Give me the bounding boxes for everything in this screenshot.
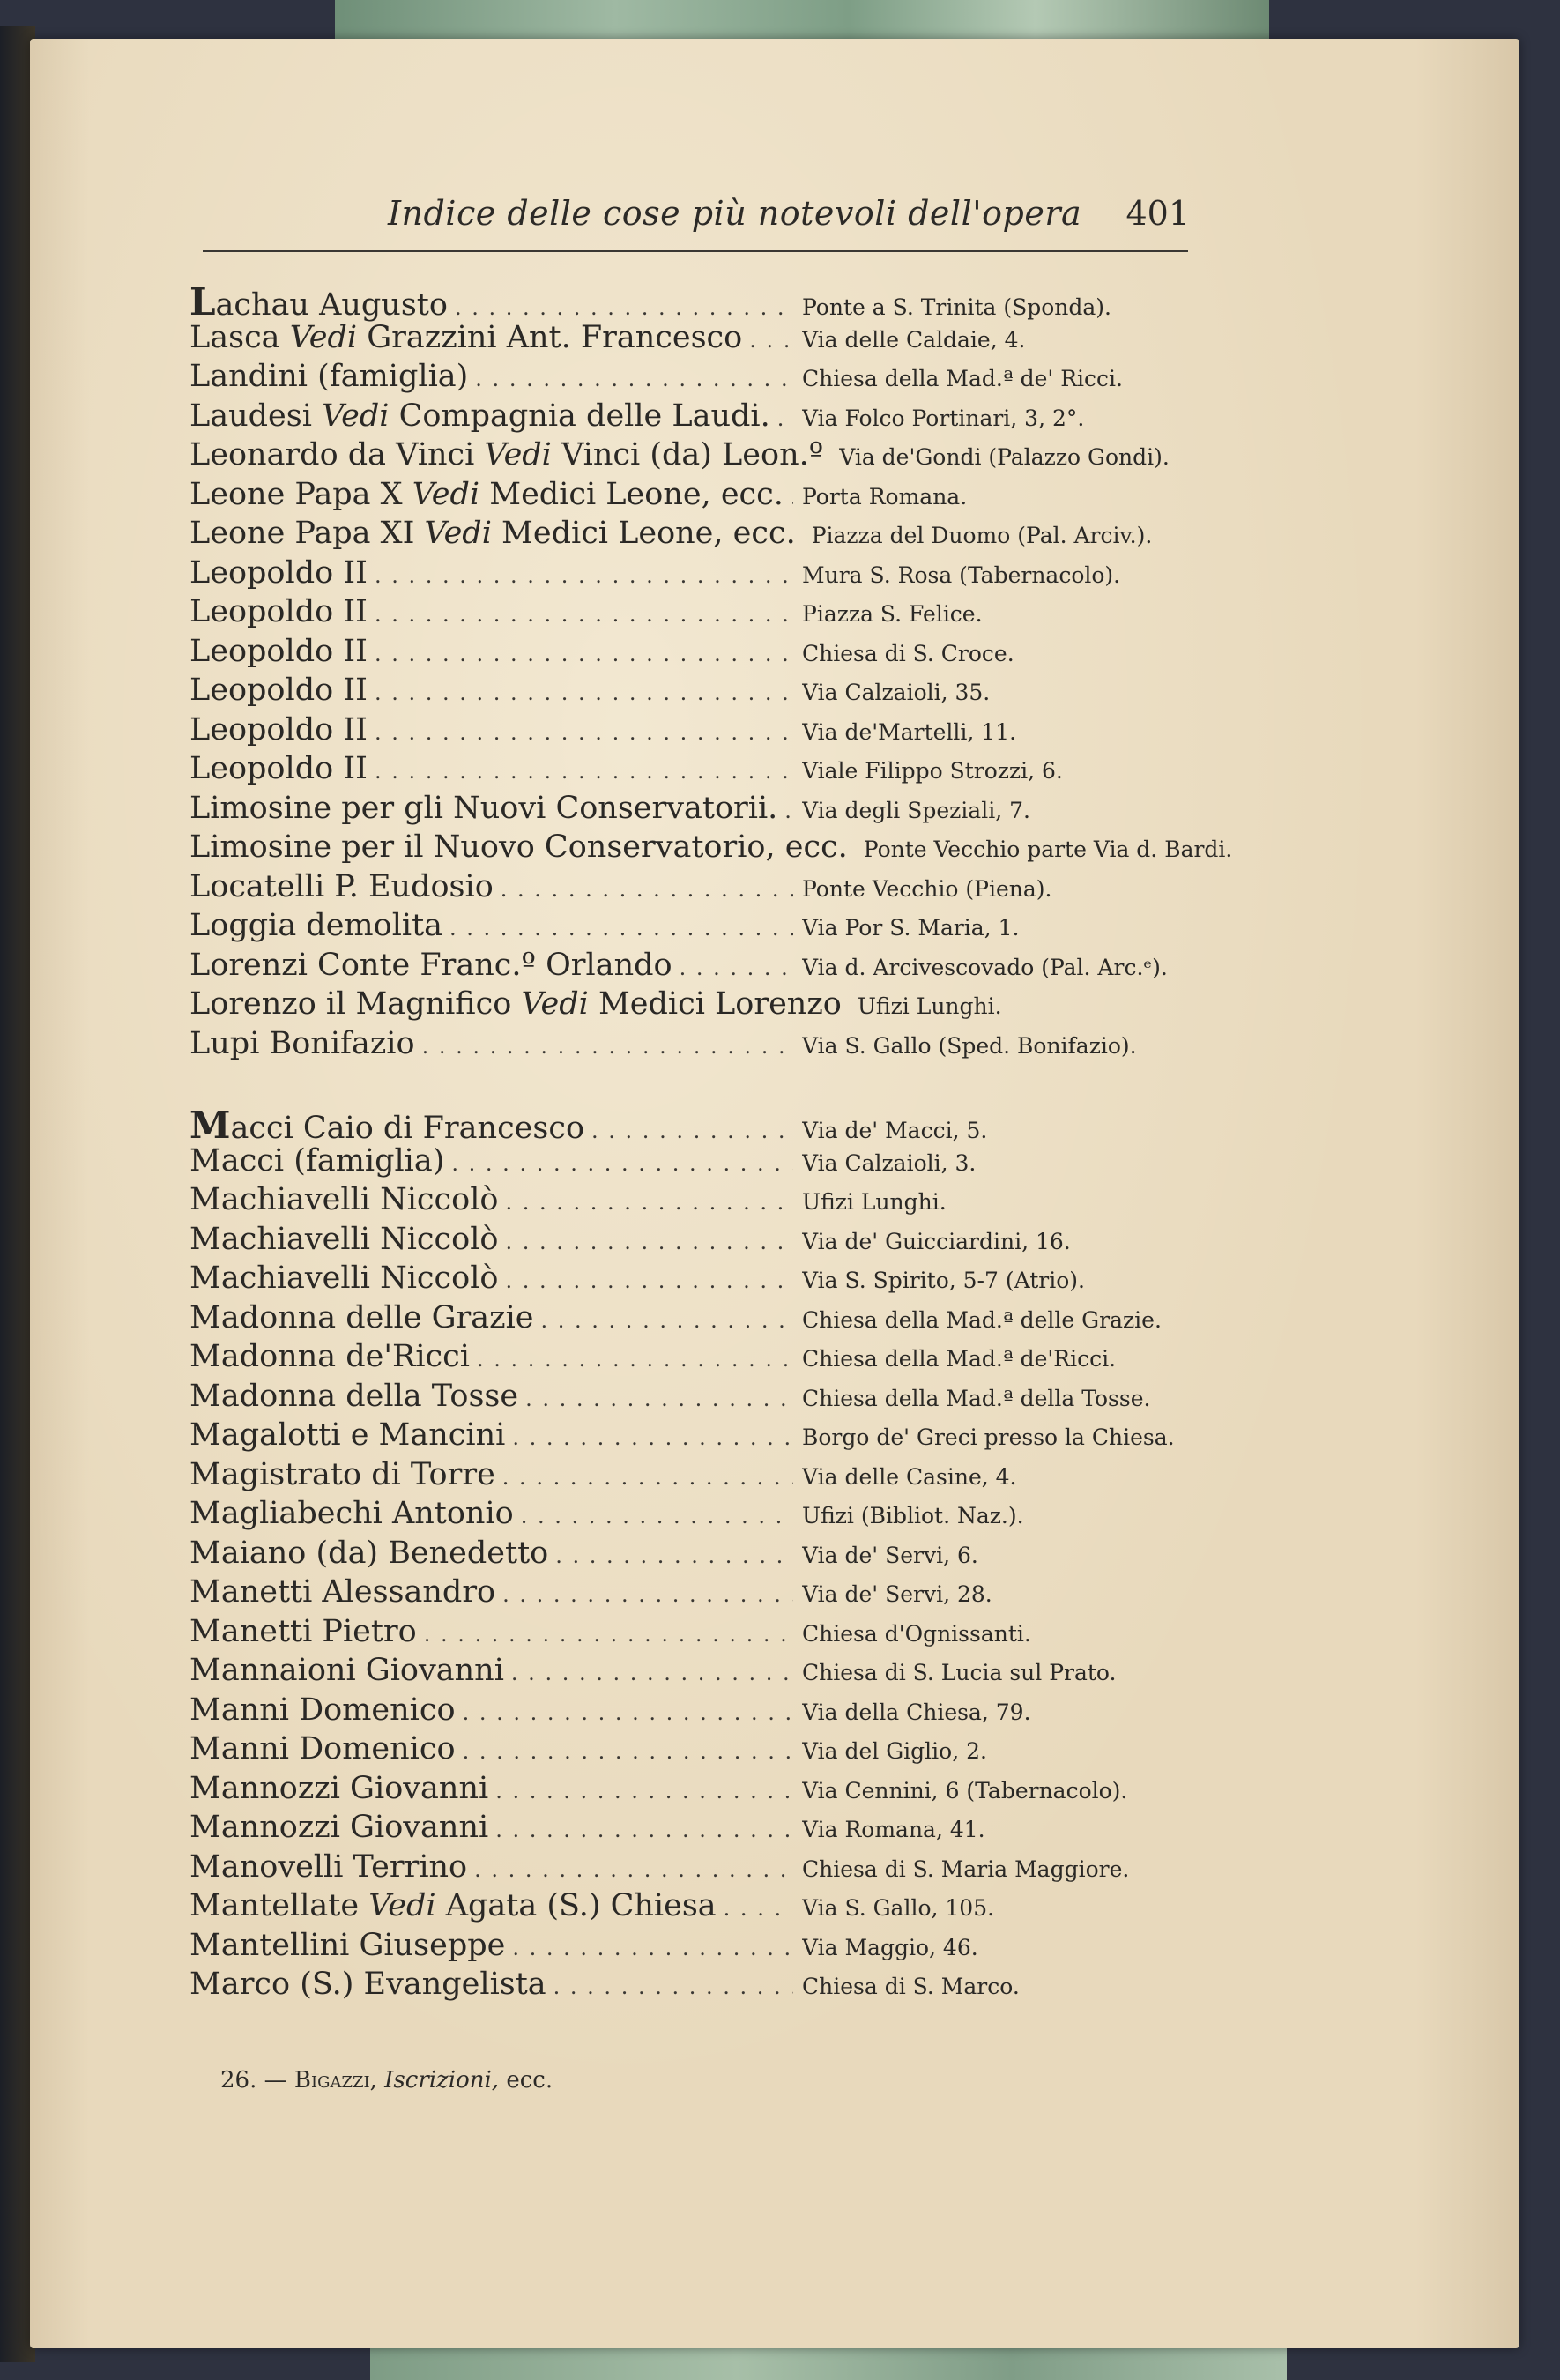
index-entry (189, 398, 1203, 438)
index-entry (189, 986, 1203, 1026)
entry-name (189, 320, 742, 355)
dot-leader (505, 1268, 793, 1293)
entry-name-text: Manovelli Terrino (189, 1848, 468, 1885)
dot-leader (724, 1896, 793, 1921)
dot-leader (512, 1425, 793, 1450)
entry-name-text: Magistrato di Torre (189, 1456, 495, 1492)
dot-leader (475, 367, 793, 391)
entry-name (189, 1849, 467, 1885)
entry-location: Via S. Spirito, 5-7 (Atrio). (802, 1268, 1085, 1293)
entry-name-text: Madonna delle Grazie (189, 1299, 534, 1335)
entry-name-text: Manetti Pietro (189, 1613, 417, 1649)
index-entries (189, 280, 1233, 2006)
dot-leader (512, 1936, 793, 1960)
entry-name-text: Landini (famiglia) (189, 359, 469, 394)
entry-name (189, 1222, 498, 1257)
entry-location: Piazza S. Felice. (802, 601, 983, 627)
dot-leader (375, 602, 793, 627)
entry-location: Chiesa d'Ognissanti. (802, 1620, 1031, 1647)
dot-leader (521, 1504, 793, 1528)
cross-reference: Medici Lorenzo (598, 986, 842, 1022)
dot-leader (375, 681, 793, 705)
entry-name (189, 1026, 415, 1061)
entry-name (189, 1810, 488, 1845)
index-entry (189, 829, 1233, 869)
signature-mark: 26. — (220, 2067, 287, 2094)
entry-name-text: Lupi Bonifazio (189, 1025, 415, 1061)
index-entry (189, 320, 1203, 360)
entry-name (189, 673, 368, 708)
dot-leader (525, 1387, 793, 1411)
entry-location: Via S. Gallo (Sped. Bonifazio). (802, 1032, 1137, 1059)
dot-leader (463, 1700, 793, 1725)
index-entry (189, 1496, 1203, 1536)
entry-name (189, 280, 448, 324)
entry-name-text: Maiano (da) Benedetto (189, 1535, 549, 1571)
index-entry (189, 1026, 1203, 1066)
entry-location: Via delle Casine, 4. (802, 1463, 1017, 1490)
index-entry (189, 280, 1203, 324)
index-entry (189, 1967, 1203, 2006)
footer-suffix: ecc. (506, 2067, 553, 2094)
index-entry (189, 1143, 1203, 1183)
index-entry (189, 712, 1203, 752)
entry-location: Viale Filippo Strozzi, 6. (802, 758, 1063, 784)
entry-location: Via d. Arcivescovado (Pal. Arc.ᵉ). (802, 954, 1168, 980)
entry-name-text: Locatelli P. Eudosio (189, 868, 494, 904)
entry-name (189, 829, 848, 865)
entry-name (189, 1771, 488, 1806)
dot-leader (555, 1543, 793, 1568)
entry-name-text: Leopoldo II (189, 711, 368, 747)
entry-name-text: Madonna della Tosse (189, 1378, 519, 1414)
cross-reference: Medici Leone, ecc. (501, 516, 796, 551)
dot-leader (591, 1119, 793, 1143)
vedi-marker: Vedi (412, 476, 480, 512)
entry-name-text: Leopoldo II (189, 594, 368, 629)
entry-location: Via de' Servi, 28. (802, 1581, 992, 1607)
index-entry (189, 1810, 1203, 1849)
entry-name (189, 1417, 505, 1453)
entry-name-text: Machiavelli Niccolò (189, 1182, 499, 1217)
entry-name-text: Marco (S.) Evangelista (189, 1967, 546, 2002)
index-entry (189, 594, 1203, 634)
entry-name (189, 869, 494, 904)
section-initial: M (189, 1104, 231, 1147)
dot-leader (791, 485, 793, 509)
dot-leader (375, 642, 793, 666)
entry-location: Via de' Macci, 5. (802, 1118, 988, 1143)
dot-leader (502, 1582, 793, 1607)
entry-name-text: Madonna de'Ricci (189, 1339, 470, 1374)
vedi-marker: Vedi (322, 398, 390, 434)
entry-location: Via Maggio, 46. (802, 1934, 978, 1960)
cross-reference: Agata (S.) Chiesa (445, 1888, 717, 1923)
index-entry (189, 673, 1203, 712)
cross-reference: Compagnia delle Laudi. (398, 398, 770, 434)
dot-leader (495, 1818, 793, 1842)
entry-location: Via de' Servi, 6. (802, 1542, 978, 1568)
dot-leader (495, 1779, 793, 1804)
vedi-marker: Vedi (484, 437, 552, 472)
entry-location: Via de' Guicciardini, 16. (802, 1228, 1071, 1254)
entry-name (189, 791, 777, 826)
entry-location: Via de'Gondi (Palazzo Gondi). (839, 444, 1170, 470)
dot-leader (505, 1230, 793, 1254)
header-rule (203, 250, 1188, 252)
entry-name-text: Leopoldo II (189, 673, 368, 708)
index-entry (189, 1536, 1203, 1575)
entry-name (189, 359, 468, 394)
index-entry (189, 1653, 1203, 1692)
index-section-l (189, 280, 1233, 1065)
entry-name-text: Lorenzi Conte Franc.º Orlando (189, 947, 672, 983)
index-entry (189, 1300, 1203, 1340)
dot-leader (474, 1857, 793, 1882)
index-entry (189, 948, 1203, 987)
entry-name (189, 1104, 584, 1147)
entry-name (189, 1888, 717, 1923)
entry-name-text: Mantellini Giuseppe (189, 1927, 506, 1963)
entry-location: Via Folco Portinari, 3, 2°. (802, 405, 1085, 431)
entry-name-text: Mannozzi Giovanni (189, 1770, 489, 1806)
entry-name-text: Machiavelli Niccolò (189, 1221, 499, 1257)
entry-name (189, 712, 368, 747)
entry-name (189, 908, 442, 943)
entry-name (189, 1692, 456, 1728)
entry-name-text: Laudesi (189, 398, 312, 434)
cross-reference: Medici Leone, ecc. (489, 476, 784, 512)
entry-name-text: Manni Domenico (189, 1692, 456, 1728)
entry-location: Via Romana, 41. (802, 1817, 985, 1842)
cross-reference: Vinci (da) Leon.º (561, 437, 824, 472)
dot-leader (505, 1190, 793, 1215)
entry-location: Chiesa di S. Croce. (802, 640, 1014, 666)
entry-name (189, 555, 368, 591)
dot-leader (784, 799, 793, 823)
index-entry (189, 1771, 1203, 1811)
entry-location: Chiesa di S. Marco. (802, 1974, 1020, 1999)
index-entry (189, 1614, 1203, 1654)
footer-work: Iscrizioni, (384, 2067, 500, 2094)
entry-location: Via Calzaioli, 35. (802, 680, 991, 705)
entry-location: Via delle Caldaie, 4. (802, 326, 1026, 353)
entry-name-text: Limosine per il Nuovo Conservatorio, ecc. (189, 829, 848, 865)
entry-name-text: Mantellate (189, 1888, 360, 1923)
vedi-marker: Vedi (368, 1888, 436, 1923)
entry-location: Via degli Speziali, 7. (802, 797, 1030, 823)
entry-name-text: Limosine per gli Nuovi Conservatorii. (189, 790, 778, 826)
dot-leader (463, 1739, 793, 1764)
entry-name (189, 634, 368, 669)
entry-name-text: Macci (famiglia) (189, 1142, 445, 1179)
entry-name (189, 516, 796, 551)
entry-location: Chiesa della Mad.ª de' Ricci. (802, 366, 1124, 391)
running-title: Indice delle cose più notevoli dell'opera (388, 194, 1082, 233)
entry-name (189, 1653, 504, 1688)
footer-author: Bigazzi, (293, 2067, 377, 2094)
entry-name (189, 1339, 470, 1374)
index-entry (189, 1104, 1203, 1147)
entry-name (189, 398, 770, 434)
entry-location: Borgo de' Greci presso la Chiesa. (802, 1424, 1175, 1450)
entry-location: Chiesa di S. Maria Maggiore. (802, 1856, 1130, 1882)
entry-name-text: Lasca (189, 319, 280, 355)
entry-name (189, 437, 823, 472)
entry-name-text: Manni Domenico (189, 1731, 456, 1766)
entry-name-text: Magliabechi Antonio (189, 1496, 514, 1531)
running-header (203, 187, 1190, 240)
index-entry (189, 1182, 1203, 1222)
entry-location: Ufizi Lunghi. (857, 993, 1002, 1019)
entry-name-text: achau Augusto (215, 287, 448, 323)
dot-leader (424, 1622, 793, 1647)
index-entry (189, 751, 1203, 791)
entry-name-text: Manetti Alessandro (189, 1574, 496, 1610)
dot-leader (375, 720, 793, 745)
entry-location: Via Por S. Maria, 1. (802, 915, 1020, 941)
entry-name (189, 477, 784, 512)
dot-leader (455, 295, 793, 320)
entry-name (189, 1967, 546, 2002)
entry-name-text: Mannaioni Giovanni (189, 1653, 504, 1688)
vedi-marker: Vedi (521, 986, 589, 1022)
index-entry (189, 869, 1203, 909)
index-entry (189, 791, 1203, 830)
entry-location: Via del Giglio, 2. (802, 1738, 987, 1764)
entry-name (189, 751, 368, 786)
entry-location: Piazza del Duomo (Pal. Arciv.). (811, 523, 1153, 548)
index-entry (189, 634, 1203, 673)
entry-location: Via Cennini, 6 (Tabernacolo). (802, 1777, 1128, 1804)
cross-reference: Grazzini Ant. Francesco (367, 319, 743, 355)
dot-leader (375, 563, 793, 588)
entry-location: Ponte Vecchio (Piena). (802, 875, 1052, 902)
index-entry (189, 1928, 1203, 1967)
index-section-m (189, 1104, 1203, 2006)
entry-name (189, 1536, 548, 1571)
dot-leader (511, 1661, 793, 1685)
entry-location: Chiesa della Mad.ª della Tosse. (802, 1385, 1151, 1411)
index-entry (189, 1888, 1203, 1928)
entry-location: Via Calzaioli, 3. (802, 1149, 977, 1176)
entry-name (189, 1379, 518, 1414)
entry-name (189, 1731, 456, 1766)
index-entry (189, 1574, 1203, 1614)
dot-leader (553, 1975, 793, 1999)
index-entry (189, 1222, 1203, 1261)
entry-name-text: Loggia demolita (189, 908, 443, 943)
vedi-marker: Vedi (424, 516, 492, 551)
footer-signature (220, 2067, 553, 2094)
entry-location: Porta Romana. (802, 483, 968, 509)
index-entry (189, 555, 1203, 595)
dot-leader (502, 1465, 793, 1490)
index-entry (189, 359, 1203, 398)
entry-name (189, 1457, 495, 1492)
entry-name-text: Mannozzi Giovanni (189, 1810, 489, 1845)
entry-name (189, 1182, 498, 1217)
entry-location: Ponte Vecchio parte Via d. Bardi. (863, 837, 1233, 862)
entry-location: Ufizi Lunghi. (802, 1189, 947, 1215)
dot-leader (375, 759, 793, 784)
index-entry (189, 1339, 1203, 1379)
entry-location: Mura S. Rosa (Tabernacolo). (802, 562, 1121, 588)
entry-name (189, 594, 368, 629)
index-entry (189, 908, 1203, 948)
dot-leader (501, 877, 793, 902)
index-entry (189, 516, 1203, 555)
dot-leader (422, 1034, 793, 1059)
vedi-marker: Vedi (289, 319, 358, 355)
entry-name-text: Leonardo da Vinci (189, 437, 475, 472)
dot-leader (541, 1308, 793, 1333)
entry-name (189, 1300, 534, 1335)
entry-name (189, 1928, 505, 1963)
index-entry (189, 1692, 1203, 1732)
entry-location: Via S. Gallo, 105. (802, 1895, 995, 1921)
entry-name-text: acci Caio di Francesco (230, 1111, 585, 1146)
entry-location: Chiesa della Mad.ª de'Ricci. (802, 1346, 1117, 1372)
index-entry (189, 477, 1203, 517)
entry-location: Ufizi (Bibliot. Naz.). (802, 1503, 1024, 1528)
entry-location: Via de'Martelli, 11. (802, 718, 1017, 745)
entry-name (189, 1496, 514, 1531)
dot-leader (680, 956, 793, 980)
dot-leader (777, 406, 793, 431)
entry-location: Chiesa di S. Lucia sul Prato. (802, 1660, 1117, 1685)
index-entry (189, 1261, 1203, 1300)
entry-name-text: Leopoldo II (189, 633, 368, 669)
entry-name (189, 986, 842, 1022)
dot-leader (449, 916, 793, 941)
index-entry (189, 1417, 1203, 1457)
entry-name (189, 1261, 498, 1296)
entry-location: Via della Chiesa, 79. (802, 1699, 1031, 1725)
dot-leader (451, 1151, 793, 1176)
entry-name-text: Machiavelli Niccolò (189, 1261, 499, 1296)
index-entry (189, 1849, 1203, 1889)
dot-leader (749, 328, 793, 353)
entry-name-text: Leone Papa XI (189, 516, 415, 551)
section-initial: L (189, 280, 216, 324)
index-entry (189, 1457, 1203, 1497)
entry-name (189, 948, 672, 983)
entry-name-text: Leone Papa X (189, 476, 403, 512)
entry-name-text: Leopoldo II (189, 554, 368, 591)
entry-name (189, 1574, 495, 1610)
entry-name (189, 1143, 444, 1179)
entry-location: Ponte a S. Trinita (Sponda). (802, 294, 1111, 320)
index-entry (189, 1379, 1203, 1418)
entry-name-text: Magalotti e Mancini (189, 1417, 506, 1453)
entry-name (189, 1614, 417, 1649)
page-number: 401 (1125, 194, 1190, 233)
entry-name-text: Lorenzo il Magnifico (189, 986, 512, 1022)
index-entry (189, 437, 1203, 477)
dot-leader (477, 1347, 793, 1372)
index-entry (189, 1731, 1203, 1771)
entry-location: Chiesa della Mad.ª delle Grazie. (802, 1306, 1162, 1333)
entry-name-text: Leopoldo II (189, 751, 368, 786)
